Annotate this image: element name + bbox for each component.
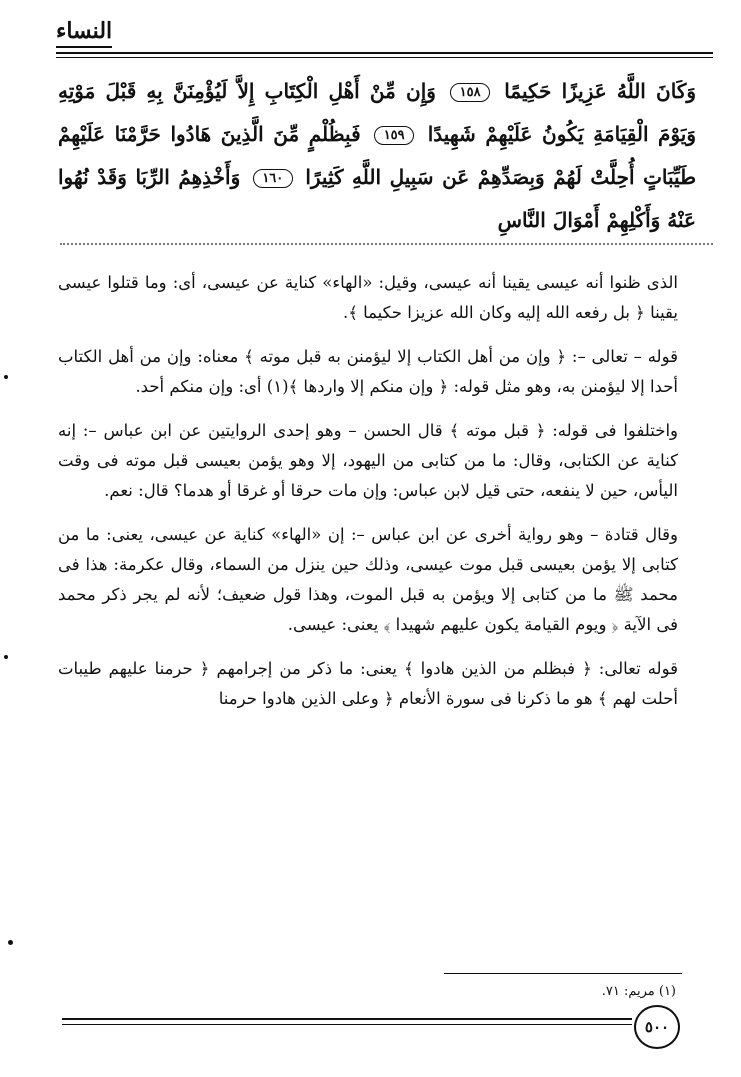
quran-line: يَكُونُ عَلَيْهِمْ شَهِيدًا ١٥٩ فَبِظُلْمٍ مِّنَ الَّذِينَ هَادُوا حَرَّمْنَا عَلَيْهِمْ طَيِّبَاتٍ أُحِلَّتْ لَهُمْ — [58, 122, 696, 189]
ayah-number-marker: ١٦٠ — [253, 169, 293, 188]
footnote: (١) مريم: ٧١. — [601, 984, 676, 999]
quran-line: وَكَانَ اللَّهُ عَزِيزًا حَكِيمًا ١٥٨ وَإِن مِّنْ أَهْلِ الْكِتَابِ إِلاَّ لَيُؤْمِنَنَّ بِهِ قَبْلَ مَوْتِهِ وَيَوْمَ الْقِيَامَةِ — [58, 79, 697, 146]
surah-title: النساء — [56, 18, 112, 48]
ayah-number-marker: ١٥٨ — [450, 83, 490, 102]
paragraph: واختلفوا فى قوله: ﴿ قبل موته ﴾ قال الحسن – وهو إحدى الروايتين عن ابن عباس –: إنه كناية عن الكتابى، وقال: ما من كتابى من اليهود، إلا وهو يؤمن بعيسى قبل موته فى وقت اليأس، حين لا ينفعه، حتى قيل لابن عباس: وإن مات حرقا أو غرقا أو هدما؟ قال: نعم. — [58, 421, 678, 500]
margin-dot — [4, 655, 8, 659]
quran-text-block — [58, 70, 696, 242]
section-divider — [60, 243, 713, 245]
paragraph: قوله تعالى: ﴿ فبظلم من الذين هادوا ﴾ يعنى: ما ذكر من إجرامهم ﴿ حرمنا عليهم طيبات أحلت لهم ﴾ هو ما ذكرنا فى سورة الأنعام ﴿ وعلى الذين هادوا حرمنا — [58, 659, 678, 708]
footer-rule-thin — [62, 1024, 632, 1025]
margin-dot — [4, 375, 8, 379]
paragraph: الذى ظنوا أنه عيسى يقينا أنه عيسى، وقيل: «الهاء» كناية عن عيسى، أى: وما قتلوا عيسى يقينا ﴿ بل رفعه الله إليه وكان الله عزيزا حكيما ﴾. — [58, 273, 678, 322]
header-rule-thin — [56, 57, 713, 58]
header-rule — [56, 52, 713, 54]
footnote-rule — [444, 973, 682, 974]
page-number: ٥٠٠ — [634, 1005, 680, 1049]
margin-dot — [8, 940, 13, 945]
quran-line: وَبِصَدِّهِمْ عَن سَبِيلِ اللَّهِ كَثِيرًا ١٦٠ وَأَخْذِهِمُ الرِّبَا وَقَدْ نُهُوا عَنْهُ وَأَكْلِهِمْ أَمْوَالَ النَّاسِ — [58, 165, 696, 232]
commentary-text — [58, 268, 678, 728]
footer-rule — [62, 1018, 632, 1020]
paragraph: وقال قتادة – وهو رواية أخرى عن ابن عباس –: إن «الهاء» كناية عن عيسى، يعنى: ما من كتابى إلا يؤمن بعيسى قبل موت عيسى، وذلك حين ينزل من السماء، وقال عكرمة: هذا فى محمد ﷺ ما من كتابى إلا ويؤمن به قبل الموت، وهذا قول ضعيف؛ لأنه لم يجر ذكر محمد فى الآية ﴿ ويوم القيامة يكون عليهم شهيدا ﴾ يعنى: عيسى. — [58, 525, 678, 634]
paragraph: قوله – تعالى –: ﴿ وإن من أهل الكتاب إلا ليؤمنن به قبل موته ﴾ معناه: وإن من أهل الكتاب أحدا إلا ليؤمنن به، وهو مثل قوله: ﴿ وإن منكم إلا واردها ﴾(١) أى: وإن منكم أحد. — [58, 347, 678, 396]
ayah-number-marker: ١٥٩ — [374, 126, 414, 145]
